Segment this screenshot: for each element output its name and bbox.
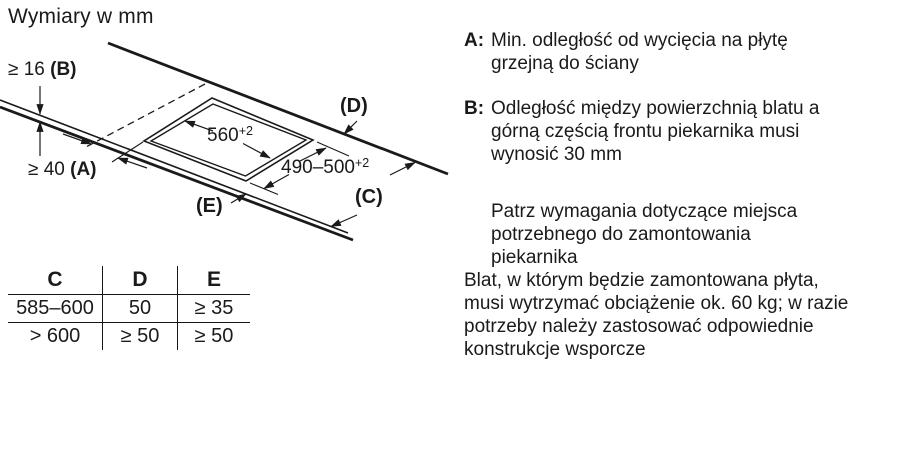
note-line: konstrukcje wsporcze xyxy=(464,339,646,360)
ref-d-arrow xyxy=(344,121,357,134)
side-boundary-dashed-line xyxy=(86,84,205,147)
note-oven-space xyxy=(464,200,897,269)
note-line: wynosić 30 mm xyxy=(491,144,622,165)
note-line: Patrz wymagania dotyczące miejsca xyxy=(491,201,798,222)
ref-d-label: (D) xyxy=(340,95,368,117)
note-line: górną częścią frontu piekarnika musi xyxy=(491,121,800,142)
note-line: potrzeby należy zastosować odpowiednie xyxy=(464,316,814,337)
note-load-capacity xyxy=(464,269,897,361)
page-title: Wymiary w mm xyxy=(8,5,154,28)
dim-490-label: $490-500^{+2}$ xyxy=(281,156,370,178)
dimensions-table xyxy=(8,266,250,350)
table-cell: ≥ 50 xyxy=(102,322,177,350)
note-a xyxy=(464,29,897,75)
table-cell: 585–600 xyxy=(8,294,102,322)
note-a-label: A: xyxy=(464,30,485,51)
table-header-c: C xyxy=(47,268,63,291)
dim-a-label: ≥ 40 (A) xyxy=(28,159,97,180)
dim-560-label: $560^{+2}$ xyxy=(207,124,253,146)
ref-c-label: (C) xyxy=(355,186,383,208)
table-cell: > 600 xyxy=(8,322,102,350)
table-header-e: E xyxy=(177,266,250,294)
dim-b-label: ≥ 16 (B) xyxy=(8,59,77,80)
table-cell: 50 xyxy=(102,294,177,322)
note-line: Min. odległość od wycięcia na płytę xyxy=(491,30,788,51)
note-line: musi wytrzymać obciążenie ok. 60 kg; w razie xyxy=(464,293,849,314)
note-b xyxy=(464,97,897,166)
ref-e-label: (E) xyxy=(196,195,223,217)
note-line: Odległość między powierzchnią blatu a xyxy=(491,98,820,119)
table-cell: ≥ 50 xyxy=(177,322,250,350)
note-line: Blat, w którym będzie zamontowana płyta, xyxy=(464,270,819,291)
notes-column xyxy=(464,0,897,450)
table-cell: ≥ 35 xyxy=(177,294,250,322)
note-line: grzejną do ściany xyxy=(491,53,639,74)
note-line: potrzebnego do zamontowania xyxy=(491,224,751,245)
table-header-d: D xyxy=(102,266,177,294)
note-line: piekarnika xyxy=(491,247,578,268)
note-b-label: B: xyxy=(464,98,485,119)
